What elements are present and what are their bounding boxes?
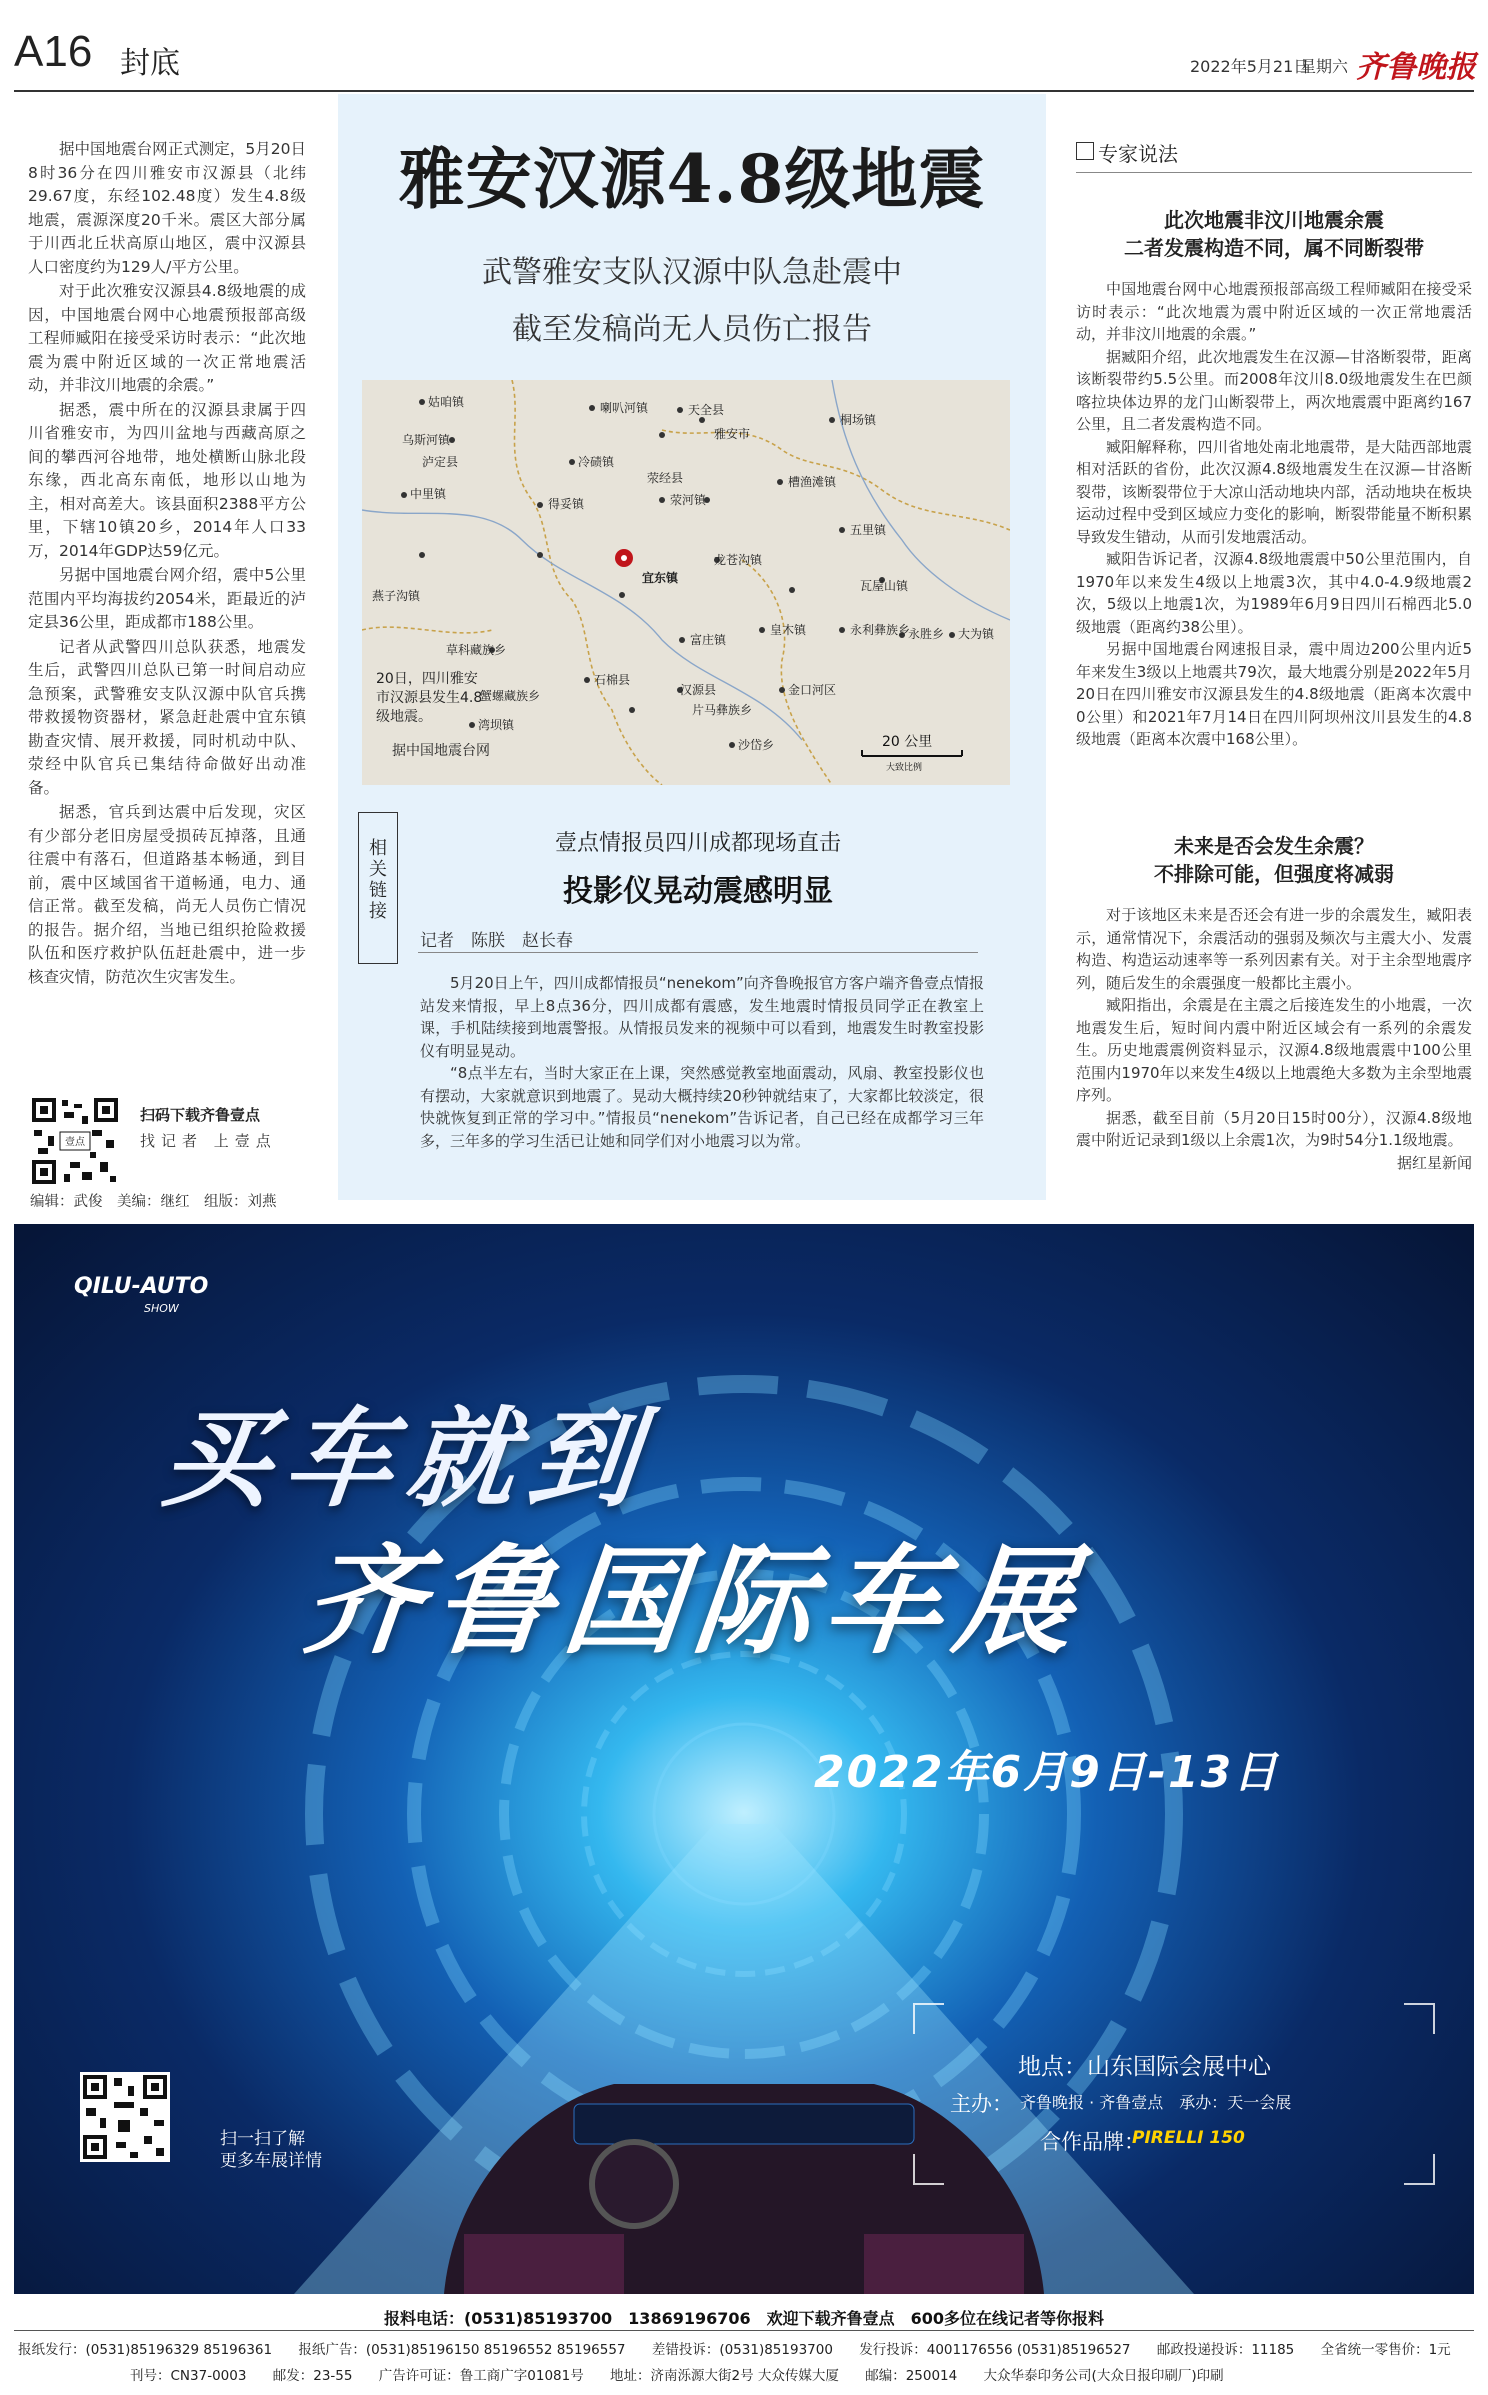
map-place: 皇木镇 [770,623,807,637]
ad-host-label: 主办： [950,2092,1013,2116]
ad-qr-code[interactable] [80,2072,170,2162]
auto-show-logo: QILU-AUTO [74,1274,209,1299]
left-paragraph: 记者从武警四川总队获悉，地震发生后，武警四川总队已第一时间启动应急预案，武警雅安支队汉源中队官兵携带救援物资器材，紧急赶赴震中宜东镇勘查灾情、展开救援，同时机动中队、荥经中队官兵已集结待命做好出动准备。 [28,637,306,797]
map-place: 金口河区 [788,683,837,697]
footer-item: 邮政投递投诉：11185 [1156,2342,1295,2358]
map-scale-unit: 大致比例 [886,763,923,773]
footer-item: 差错投诉：(0531)85193700 [651,2342,833,2358]
map-source: 据中国地震台网 [392,743,490,759]
related-kicker: 壹点情报员四川成都现场直击 [554,831,841,856]
subheadline-2: 截至发稿尚无人员伤亡报告 [512,312,872,347]
tipline-banner: 报料电话：(0531)85193700 13869196706 欢迎下载齐鲁壹点 600多位在线记者等你报料 [383,2309,1105,2328]
expert-heading-2a: 未来是否会发生余震？ [1174,834,1374,858]
map-place: 喇叭河镇 [600,401,649,415]
expert-heading-1b: 二者发震构造不同，属不同断裂带 [1124,236,1424,260]
footer-item: 报纸广告：(0531)85196150 85196552 85196557 [298,2342,626,2358]
qr-caption-download: 扫码下载齐鲁壹点 [140,1106,261,1124]
ad-scan-text-2: 更多车展详情 [220,2151,322,2171]
related-link-label: 相关链接 [369,838,387,922]
related-paragraph: 5月20日上午，四川成都情报员“nenekom”向齐鲁晚报官方客户端齐鲁壹点情报站发来情报，早上8点36分，四川成都有震感，发生地震时情报员同学正在教室上课，手机陆续接到地震警报。从情报员发来的视频中可以看到，地震发生时教室投影仪有明显晃动。 [420,974,984,1060]
expert-body-1 [1076,278,1472,751]
section-name: 封底 [120,46,180,81]
expert-paragraph: 据臧阳介绍，此次地震发生在汉源—甘洛断裂带，距离该断裂带约5.5公里。而2008年汶川8.0级地震发生在巴颜喀拉块体边界的龙门山断裂带上，两次地震震中距离约167公里，且二者发震构造不同。 [1076,347,1472,433]
map-place: 泸定县 [422,455,459,469]
map-place: 五里镇 [850,523,887,537]
related-headline: 投影仪晃动震感明显 [563,874,833,909]
map-place: 大为镇 [958,627,995,641]
expert-heading-2b: 不排除可能，但强度将减弱 [1154,862,1394,886]
map-epicenter-label: 宜东镇 [642,571,679,585]
expert-credit: 据红星新闻 [1396,1153,1472,1172]
map-caption: 20日，四川雅安市汉源县发生4.8级地震。 [376,671,483,725]
epicenter-marker [615,549,633,567]
qr-center-label: 壹点 [65,1137,85,1148]
footer-item: 邮发：23-55 [272,2368,353,2384]
ad-partner-label: 合作品牌： [1040,2130,1145,2154]
main-headline: 雅安汉源4.8级地震 [398,140,986,218]
expert-paragraph: 据悉，截至目前（5月20日15时00分），汉源4.8级地震中附近记录到1级以上余震1次，为9时54分1.1级地震。 [1076,1108,1472,1149]
expert-paragraph: 中国地震台网中心地震预报部高级工程师臧阳在接受采访时表示：“此次地震为震中附近区域的一次正常地震活动，并非汶川地震的余震。” [1076,280,1472,343]
map-place: 草科藏族乡 [446,643,507,657]
related-article-body [420,972,984,1152]
footer-item: 刊号：CN37-0003 [130,2368,247,2384]
footer-item: 大众华泰印务公司(大众日报印刷厂)印刷 [983,2368,1224,2384]
ad-title-line-2: 齐鲁国际车展 [297,1532,1093,1670]
footer-item: 发行投诉：4001176556 (0531)85196527 [859,2342,1131,2358]
map-place: 荥经县 [647,471,684,485]
left-paragraph: 对于此次雅安汉源县4.8级地震的成因，中国地震台网中心地震预报部高级工程师臧阳在接受采访时表示：“此次地震为震中附近区域的一次正常地震活动，并非汶川地震的余震。” [28,282,306,394]
map-place: 永利彝族乡 [850,623,911,637]
ad-venue: 地点：山东国际会展中心 [1018,2054,1271,2080]
map-place: 乌斯河镇 [402,433,451,447]
map-place: 中里镇 [410,487,447,501]
footer-item: 地址：济南泺源大街2号 大众传媒大厦 [610,2368,839,2384]
map-place: 雅安市 [714,427,751,441]
expert-section-label: 专家说法 [1098,142,1178,166]
ad-partner-brand: PIRELLI 150 [1132,2128,1245,2148]
qr-caption-reporter: 找记者 上壹点 [140,1132,277,1150]
footer-item: 报纸发行：(0531)85196329 85196361 [18,2342,273,2358]
left-paragraph: 另据中国地震台网介绍，震中5公里范围内平均海拔约2054米，距最近的泸定县36公里，距成都市188公里。 [28,566,306,631]
map-place: 石棉县 [594,673,631,687]
map-place: 瓦屋山镇 [860,579,909,593]
footer-divider [14,2330,1474,2331]
map-place: 蟹螺藏族乡 [480,689,541,703]
expert-heading-1a: 此次地震非汶川地震余震 [1164,208,1384,232]
download-app-qr-code[interactable] [30,1096,120,1186]
page-number: A16 [14,27,93,76]
map-scale-label: 20 公里 [882,734,933,750]
footer-contacts [18,2338,1478,2358]
footer-item: 邮编：250014 [865,2368,958,2384]
related-byline: 记者 陈朕 赵长春 [420,931,573,951]
map-place: 片马彝族乡 [692,703,753,717]
expert-body-2 [1076,904,1472,1174]
paper-logo: 齐鲁晚报 [1356,50,1476,85]
ad-scan-text-1: 扫一扫了解 [220,2129,305,2149]
map-place: 天全县 [688,403,725,417]
expert-paragraph: 臧阳告诉记者，汉源4.8级地震震中50公里范围内，自1970年以来发生4级以上地震3次，其中4.0-4.9级地震2次，5级以上地震1次，为1989年6月9日四川石棉西北5.0级地震（距离约38公里）。 [1076,550,1472,636]
footer-publication-info [130,2364,1470,2384]
expert-divider [1076,172,1472,173]
left-article-column [28,138,306,990]
editor-credits: 编辑：武俊 美编：继红 组版：刘燕 [30,1194,277,1210]
footer-item: 全省统一零售价：1元 [1320,2342,1451,2358]
expert-paragraph: 臧阳指出，余震是在主震之后接连发生的小地震，一次地震发生后，短时间内震中附近区域会有一系列的余震发生。历史地震震例资料显示，汉源4.8级地震震中100公里范围内1970年以来发生4级以上地震绝大多数为主余型地震序列。 [1076,996,1472,1104]
footer-item: 广告许可证：鲁工商广字01081号 [378,2368,584,2384]
map-place: 汉源县 [680,683,717,697]
expert-paragraph: 臧阳解释称，四川省地处南北地震带，是大陆西部地震相对活跃的省份，此次汉源4.8级地震发生在汉源—甘洛断裂带，该断裂带位于大凉山活动地块内部，活动地块在板块运动过程中受到区域应力变化的影响，断裂带能量不断积累导致发生错动，从而引发地震活动。 [1076,437,1472,546]
expert-paragraph: 对于该地区未来是否还会有进一步的余震发生，臧阳表示，通常情况下，余震活动的强弱及频次与主震大小、发震构造、构造运动速率等一系列因素有关。对于主余型地震序列，随后发生的余震强度一般都比主震小。 [1076,906,1472,992]
ad-title-line-1: 买车就到 [156,1397,658,1522]
map-place: 冷碛镇 [578,455,615,469]
byline-divider [418,952,978,953]
map-place: 荥河镇 [670,493,707,507]
map-place: 湾坝镇 [478,718,515,732]
map-place: 燕子沟镇 [372,589,421,603]
left-paragraph: 据悉，震中所在的汉源县隶属于四川省雅安市，为四川盆地与西藏高原之间的攀西河谷地带，地处横断山脉北段东缘，西北高东南低，地形以山地为主，相对高差大。该县面积2388平方公里，下辖10镇20乡，2014年人口33万，2014年GDP达59亿元。 [28,400,306,560]
left-paragraph: 据中国地震台网正式测定，5月20日8时36分在四川雅安市汉源县（北纬29.67度，东经102.48度）发生4.8级地震，震源深度20千米。震区大部分属于川西北丘状高原山地区，震中汉源县人口密度约为129人/平方公里。 [28,140,306,276]
expert-paragraph: 另据中国地震台网速报目录，震中周边200公里内近5年来发生3级以上地震共79次，最大地震分别是2022年5月20日在四川雅安市汉源县发生的4.8级地震（距离本次震中0公里）和2021年7月14日在四川阿坝州汶川县发生的4.8级地震（距离本次震中168公里）。 [1076,640,1472,748]
header-divider [14,90,1474,92]
map-place: 龙苍沟镇 [714,553,763,567]
map-place: 槽渔滩镇 [788,475,837,489]
expert-section-icon [1076,142,1094,160]
ad-host-organizers: 齐鲁晚报 · 齐鲁壹点 承办：天一会展 [1020,2093,1292,2112]
subheadline-1: 武警雅安支队汉源中队急赴震中 [482,255,902,290]
left-paragraph: 据悉，官兵到达震中后发现，灾区有少部分老旧房屋受损砖瓦掉落，且通往震中有落石，但道路基本畅通，到目前，震中区域国省干道畅通，电力、通信正常。截至发稿，尚无人员伤亡情况的报告。据介绍，当地已组织抢险救援队伍和医疗救护队伍赶赴震中，进一步核查灾情，防范次生灾害发生。 [28,803,306,986]
map-place: 桐场镇 [840,413,877,427]
issue-weekday: 星期六 [1300,57,1349,76]
map-place: 富庄镇 [690,633,727,647]
related-paragraph: “8点半左右，当时大家正在上课，突然感觉教室地面震动，风扇、教室投影仪也有摆动，大家就意识到地震了。晃动大概持续20秒钟就结束了，大家都比较淡定，很快就恢复到正常的学习中。”情报员“nenekom”告诉记者，自己已经在成都学习三年多，三年多的学习生活已让她和同学们对小地震习以为常。 [420,1064,984,1150]
map-place: 得妥镇 [548,497,585,511]
auto-show-advertisement[interactable] [14,1224,1474,2294]
map-place: 永胜乡 [908,627,945,641]
issue-date: 2022年5月21日 [1190,57,1310,76]
auto-show-logo-sub: SHOW [144,1302,179,1315]
map-place: 姑咱镇 [428,395,465,409]
map-place: 沙岱乡 [738,738,775,752]
ad-show-dates: 2022年6月9日-13日 [814,1747,1280,1798]
